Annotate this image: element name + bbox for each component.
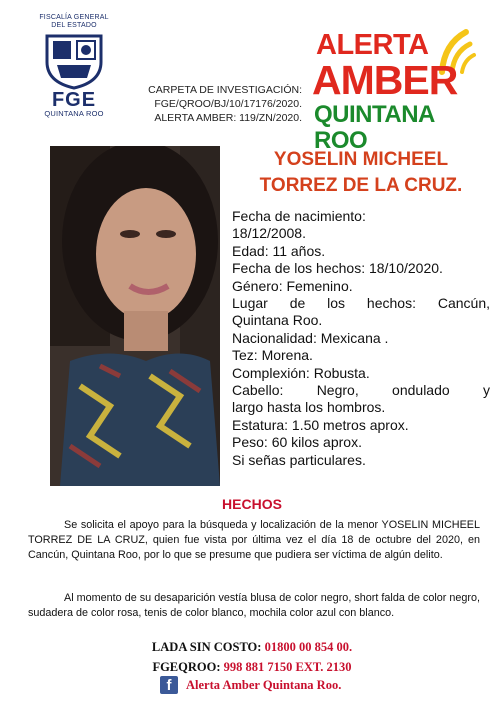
amber-line3: QUINTANA ROO (314, 101, 434, 154)
detail-line: Edad: 11 años. (232, 242, 326, 259)
missing-person-photo (50, 146, 220, 486)
facebook-text[interactable]: Alerta Amber Quintana Roo. (186, 677, 342, 692)
agency-state: QUINTANA ROO (44, 109, 104, 118)
fgeqroo-label: FGEQROO: (152, 660, 221, 674)
hechos-title: HECHOS (222, 496, 282, 512)
fge-logo (22, 14, 126, 134)
detail-line: 18/12/2008. (232, 225, 306, 242)
facebook-link[interactable] (160, 676, 341, 696)
detail-line: Fecha de nacimiento: (232, 208, 366, 224)
detail-line: Peso: 60 kilos aprox. (232, 434, 362, 451)
contact-info (0, 637, 504, 677)
detail-line: Fecha de los hechos: 18/10/2020. (232, 260, 443, 277)
alerta-amber-logo (312, 22, 488, 154)
detail-line: Cabello: Negro, ondulado y (232, 382, 490, 399)
case-line2: FGE/QROO/BJ/10/17176/2020. (154, 98, 302, 110)
case-info (132, 83, 302, 125)
detail-line: Lugar de los hechos: Cancún, (232, 295, 490, 312)
facebook-icon: f (160, 676, 178, 694)
person-details (232, 208, 490, 469)
amber-line2: AMBER (312, 57, 458, 103)
person-name (232, 147, 490, 199)
fgeqroo-phone[interactable]: 998 881 7150 EXT. 2130 (223, 660, 352, 674)
detail-line: Complexión: Robusta. (232, 364, 370, 381)
lada-line (0, 637, 504, 657)
case-line3: ALERTA AMBER: 119/ZN/2020. (154, 112, 302, 124)
amber-line1: ALERTA (316, 29, 429, 61)
lada-label: LADA SIN COSTO: (151, 640, 262, 654)
fgeqroo-line (0, 657, 504, 677)
shield-icon (43, 32, 105, 90)
case-line1: CARPETA DE INVESTIGACIÓN: (148, 84, 302, 96)
person-name-line1: YOSELIN MICHEEL (273, 149, 449, 170)
detail-line: Quintana Roo. (232, 312, 323, 329)
agency-abbr: FGE (51, 89, 97, 111)
detail-line: largo hasta los hombros. (232, 399, 386, 416)
person-name-line2: TORREZ DE LA CRUZ. (259, 175, 463, 196)
detail-line: Estatura: 1.50 metros aprox. (232, 416, 409, 433)
agency-name: FISCALÍA GENERAL DEL ESTADO (39, 14, 109, 29)
lada-phone[interactable]: 01800 00 854 00. (264, 640, 353, 654)
hechos-paragraph-2: Al momento de su desaparición vestía blusa de color negro, short falda de color negro, sudadera de color rosa, tenis de color blanco, mochila color azul con blanco. (28, 592, 480, 619)
detail-line: Tez: Morena. (232, 347, 313, 364)
detail-line: Si señas particulares. (232, 451, 366, 468)
hechos-paragraph-1: Se solicita el apoyo para la búsqueda y localización de la menor YOSELIN MICHEEL TORREZ DE LA CRUZ, quien fue vista por última vez el día 18 de octubre del 2020, en Cancún, Quintana Roo, por lo que se presume que pudiera ser víctima de algún delito. (28, 519, 480, 561)
detail-line: Nacionalidad: Mexicana . (232, 329, 389, 346)
detail-line: Género: Femenino. (232, 277, 353, 294)
